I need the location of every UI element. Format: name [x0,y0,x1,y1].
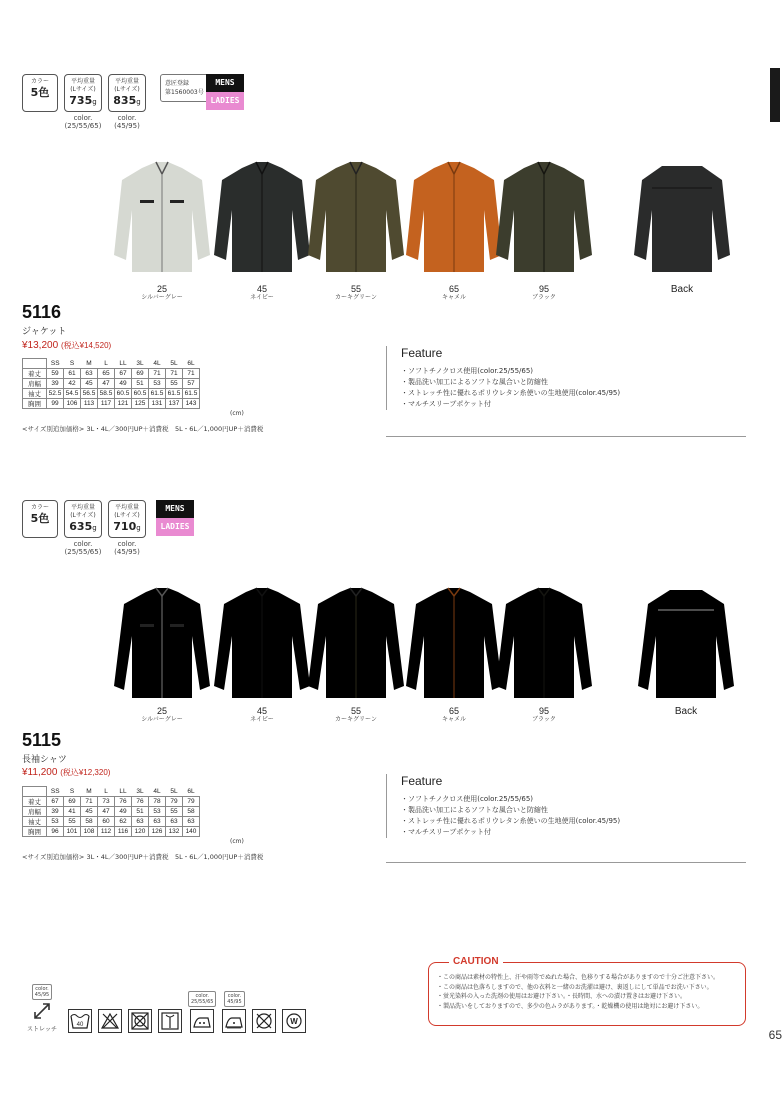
no-dryclean-icon [252,1009,276,1033]
list-item: ・ストレッチ性に優れるポリウレタン糸使いの生地使用(color.45/95) [401,817,621,825]
garment-45: 45 ネイビー [212,586,312,723]
section-tab [770,68,780,122]
list-item: ・ストレッチ性に優れるポリウレタン糸使いの生地使用(color.45/95) [401,389,621,397]
gender-tags [206,74,244,110]
size-table: SS S M L LL 3L 4L 5L 6L 着丈 67 69 71 73 76 76 78 79 79 肩幅 39 41 45 47 49 51 53 55 58 袖丈 53 55 58 60 62 63 63 63 63 胸囲 96 101 108 112 116 120 126 132 140 [22,786,200,837]
list-item: ・蛍光染料の入った洗剤の使用はお避け下さい。・長時間、水への漬け置きはお避け下さい。 [437,993,687,1000]
feature-block: Feature ・ソフトチノクロス使用(color.25/55/65) ・製品洗い加工によるソフトな風合いと防縮性 ・ストレッチ性に優れるポリウレタン糸使いの生地使用(color.45/95) ・マルチスリーブポケット付 [386,774,746,838]
product-name: 長袖シャツ [22,755,67,765]
divider [386,436,746,437]
spec-boxes: カラー 5色 平均重量 (Lサイズ) 635g color. (25/55/65) 平均重量 (Lサイズ) 710g color. (45/95) [22,500,146,556]
table-row: 袖丈 53 55 58 60 62 63 63 63 63 [23,817,200,827]
svg-text:40: 40 [76,1022,84,1028]
mens-tag: MENS [156,500,194,518]
size-table: SS S M L LL 3L 4L 5L 6L 着丈 59 61 63 65 67 69 71 71 71 肩幅 39 42 45 47 49 51 53 55 57 袖丈 52.5 54.5 56.5 58.5 60.5 60.5 61.5 61.5 61.5 胸囲 99 106 113 117 121 125 131 137 143 [22,358,200,409]
list-item: ・製品洗い加工によるソフトな風合いと防縮性 [401,806,548,814]
list-item: ・この商品は色落ちしますので、他の衣料と一緒のお洗濯は避け、裏返しにして単品でお洗い下さい。 [437,983,713,991]
jacket-image [404,160,504,282]
no-tumble-dry-icon [128,1009,152,1033]
table-row: 袖丈 52.5 54.5 56.5 58.5 60.5 60.5 61.5 61.5 61.5 [23,389,200,399]
price: ¥11,200 (税込¥12,320) [22,767,111,778]
shirt-image [494,586,594,704]
shirt-image [404,586,504,704]
caution-list [437,973,737,1011]
feature-list [401,794,746,838]
feature-block: Feature ・ソフトチノクロス使用(color.25/55/65) ・製品洗い加工によるソフトな風合いと防縮性 ・ストレッチ性に優れるポリウレタン糸使いの生地使用(color.45/95) ・マルチスリーブポケット付 [386,346,746,410]
iron-medium-group: color. 25/55/65 [188,991,216,1033]
table-row: 着丈 67 69 71 73 76 76 78 79 79 [23,797,200,807]
garment-back: Back [630,160,734,295]
garment-45: 45 ネイビー [212,160,312,301]
weight-box-1: 平均重量 (Lサイズ) 635g [64,500,102,538]
list-item: ・製品洗い加工によるソフトな風合いと防縮性 [401,378,548,386]
color-count-box: カラー 5色 [22,500,58,538]
stretch-indicator: color. 45/95 ストレッチ [27,986,57,1033]
model-number: 5116 [22,302,62,322]
divider [386,862,746,863]
jacket-back-image [630,160,734,282]
care-symbols [22,984,306,1033]
jacket-image [494,160,594,282]
weight-box-2: 平均重量 (Lサイズ) 835g [108,74,146,112]
weight-box-1: 平均重量 (Lサイズ) 735g [64,74,102,112]
line-dry-icon [158,1009,182,1033]
feature-list [401,366,746,410]
jacket-image [112,160,212,282]
iron-medium-icon [190,1009,214,1033]
wash-40-icon [68,1009,92,1033]
table-row: 肩幅 39 41 45 47 49 51 53 55 58 [23,807,200,817]
mens-tag: MENS [206,74,244,92]
size-surcharge-note: <サイズ別追加価格> 3L・4L／300円UP＋消費税 5L・6L／1,000円UP＋消費税 [22,425,264,433]
list-item: ・マルチスリーブポケット付 [401,400,492,408]
list-item: ・ソフトチノクロス使用(color.25/55/65) [401,367,534,375]
model-number: 5115 [22,730,62,750]
size-surcharge-note: <サイズ別追加価格> 3L・4L／300円UP＋消費税 5L・6L／1,000円UP＋消費税 [22,853,264,861]
table-row: 着丈 59 61 63 65 67 69 71 71 71 [23,369,200,379]
svg-text:W: W [290,1017,299,1026]
jacket-image [306,160,406,282]
garment-95: 95 ブラック [494,160,594,301]
no-bleach-icon [98,1009,122,1033]
ladies-tag: LADIES [156,518,194,536]
color-count-box: カラー 5色 [22,74,58,112]
ladies-tag: LADIES [206,92,244,110]
gender-tags [156,500,194,536]
iron-low-group: color. 45/95 [222,991,246,1033]
list-item: ・ソフトチノクロス使用(color.25/55/65) [401,795,534,803]
iron-low-icon [222,1009,246,1033]
garment-65: 65 キャメル [404,160,504,301]
garment-95: 95 ブラック [494,586,594,723]
wet-clean-icon [282,1009,306,1033]
page-number: 65 [768,1028,782,1042]
jacket-image [212,160,312,282]
garment-back: Back [636,586,736,717]
weight-box-2: 平均重量 (Lサイズ) 710g [108,500,146,538]
shirt-image [306,586,406,704]
price: ¥13,200 (税込¥14,520) [22,340,112,351]
spec-boxes: カラー 5色 平均重量 (Lサイズ) 735g color. (25/55/65) 平均重量 (Lサイズ) 835g color. (45/95) 意匠登録 第1560003号 [22,74,209,130]
table-row: 肩幅 39 42 45 47 49 51 53 55 57 [23,379,200,389]
stretch-icon [31,1000,53,1022]
table-row: 胸囲 99 106 113 117 121 125 131 137 143 [23,399,200,409]
shirt-back-image [636,586,736,704]
garment-55: 55 カーキグリーン [306,586,406,723]
table-row: 胸囲 96 101 108 112 116 120 126 132 140 [23,827,200,837]
shirt-image [112,586,212,704]
caution-box [428,956,746,1026]
list-item: ・マルチスリーブポケット付 [401,828,492,836]
garment-55: 55 カーキグリーン [306,160,406,301]
garment-25: 25 シルバーグレー [112,160,212,301]
shirt-image [212,586,312,704]
garment-25: 25 シルバーグレー [112,586,212,723]
caution-title: CAUTION [449,956,503,967]
list-item: ・この商品は素材の特性上、汗や雨等でぬれた場合、色移りする場合がありますので十分ご注意下さい。 [437,974,720,981]
product-name: ジャケット [22,327,67,337]
garment-65: 65 キャメル [404,586,504,723]
design-registration: 意匠登録 第1560003号 [160,74,209,102]
list-item: ・製品洗いをしておりますので、多少の色ムラがあります。・乾燥機の使用は絶対にお避け下さい。 [437,1002,704,1010]
